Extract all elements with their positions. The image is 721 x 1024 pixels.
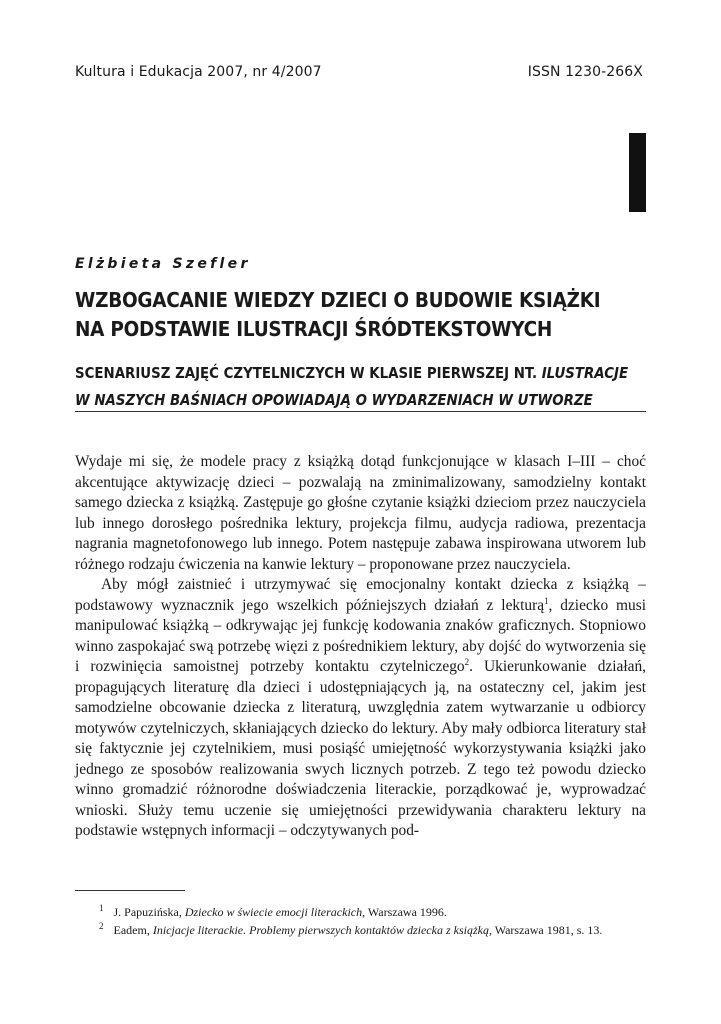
article-title (75, 286, 601, 344)
issn-number: ISSN 1230-266X (527, 64, 643, 80)
paragraph-2-part-c: . Ukierunkowanie działań, propagujących literaturę dla dzieci i udostępniających ją, na ostateczny cel, jakim jest samodzielne obcowanie dziecka z literaturą, uwzględnia zatem wytwarzanie u odbiorcy motywów czytelniczych, skłaniających dziecko do lektury. Aby mały odbiorca literatury stał się faktycznie jej czytelnikiem, musi posiąść umiejętność wykorzystywania książki jako jednego ze sposobów realizowania swych licznych potrzeb. Z tego też powodu dziecko winno gromadzić różnorodne doświadczenia literackie, porządkować je, wyprowadzać wnioski. Służy temu uczenie się umiejętności przewidywania charakteru lektury na podstawie wstępnych informacji – odczytywanych pod- (75, 658, 646, 839)
paragraph-2 (75, 575, 646, 842)
subtitle-line-1 (75, 360, 645, 387)
title-line-1: WZBOGACANIE WIEDZY DZIECI O BUDOWIE KSIĄŻKI (75, 288, 601, 312)
footnote-ref-2[interactable]: 2 (464, 656, 470, 667)
paragraph-1: Wydaje mi się, że modele pracy z książką dotąd funkcjonujące w klasach I–III – choć akcentujące aktywizację dzieci – pozwalają na zminimalizowany, samodzielny kontakt samego dziecka z książką. Zastępuje go głośne czytanie książki dzieciom przez nauczyciela lub innego dorosłego pośrednika lektury, projekcja filmu, audycja radiowa, prezentacja nagrania magnetofonowego lub innego. Potem następuje zabawa inspirowana utworem lub różnego rodzaju ćwiczenia na kanwie lektury – proponowane przez nauczyciela. (75, 453, 646, 573)
subtitle-plain: SCENARIUSZ ZAJĘĆ CZYTELNICZYCH W KLASIE PIERWSZEJ NT. (75, 364, 542, 382)
paragraph-2-part-a: Aby mógł zaistnieć i utrzymywać się emocjonalny kontakt dziecka z książką – podstawowy wyznacznik jego wszelkich późniejszych działań z lekturą (75, 576, 646, 614)
section-marker-bar (629, 133, 646, 212)
subtitle-italic-2: W NASZYCH BAŚNIACH OPOWIADAJĄ O WYDARZENIACH W UTWORZE (75, 391, 593, 409)
footnote-2-before: Eadem, (113, 923, 153, 937)
article-body (75, 452, 646, 842)
article-subtitle (75, 360, 645, 414)
subtitle-italic-1: ILUSTRACJE (541, 364, 629, 382)
author-name: Elżbieta Szefler (75, 256, 251, 272)
title-divider (75, 411, 646, 412)
title-line-2: NA PODSTAWIE ILUSTRACJI ŚRÓDTEKSTOWYCH (75, 317, 553, 341)
footnote-1 (75, 903, 675, 921)
journal-title: Kultura i Edukacja 2007, nr 4/2007 (75, 64, 322, 80)
footnotes (75, 903, 675, 939)
footnote-1-title: Dziecko w świecie emocji literackich (184, 905, 363, 919)
running-header (75, 64, 646, 84)
footnote-2 (75, 921, 675, 939)
subtitle-line-2 (75, 387, 645, 414)
footnote-divider (75, 890, 185, 891)
paragraph-2-part-b: , dziecko musi manipulować książką – odkrywając jej funkcję kodowania znaków graficznych. Stopniowo winno zaspokajać swą potrzebę więzi z pośrednikiem lektury, aby dojść do wytworzenia się i rozwinięcia samoistnej potrzeby kontaktu czytelniczego (75, 596, 646, 675)
footnote-2-after: Warszawa 1981, s. 13. (491, 923, 603, 937)
footnote-1-after: , Warszawa 1996. (362, 905, 447, 919)
footnote-2-number: 2 (99, 921, 104, 931)
footnote-1-number: 1 (99, 903, 104, 913)
footnote-1-before: J. Papuzińska, (113, 905, 185, 919)
footnote-ref-1[interactable]: 1 (544, 595, 549, 606)
footnote-2-title: Inicjacje literackie. Problemy pierwszych kontaktów dziecka z książką, (152, 923, 492, 937)
